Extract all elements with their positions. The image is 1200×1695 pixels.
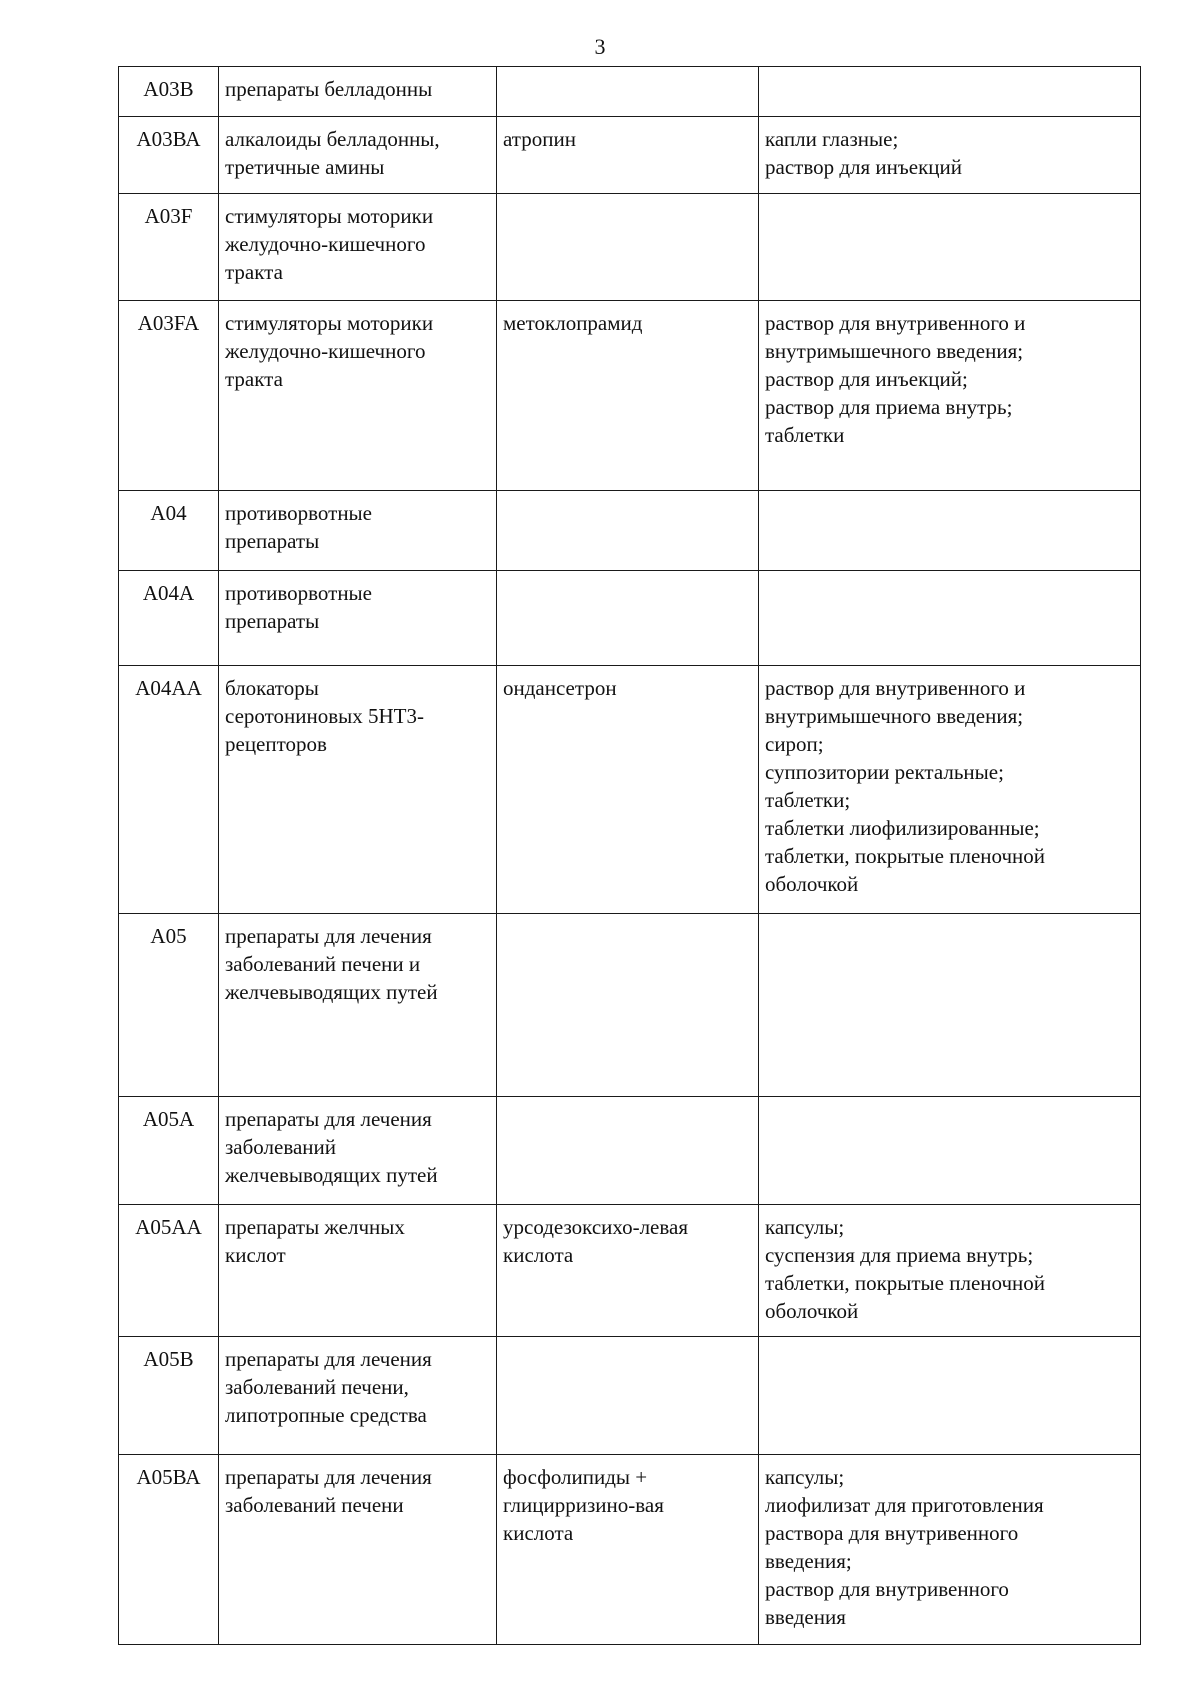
- atc-code-cell: А05АА: [119, 1205, 219, 1337]
- dosage-forms-cell: капсулы; суспензия для приема внутрь; таблетки, покрытые пленочной оболочкой: [759, 1205, 1141, 1337]
- table-row: [119, 194, 1141, 301]
- drug-name-cell: [497, 1097, 759, 1205]
- dosage-forms-cell: капсулы; лиофилизат для приготовления раствора для внутривенного введения; раствор для внутривенного введения: [759, 1455, 1141, 1645]
- dosage-forms-cell: раствор для внутривенного и внутримышечного введения; раствор для инъекций; раствор для приема внутрь; таблетки: [759, 301, 1141, 491]
- atc-code-cell: А05В: [119, 1337, 219, 1455]
- drug-name-cell: [497, 914, 759, 1097]
- dosage-forms-cell: [759, 67, 1141, 117]
- table-row: [119, 1205, 1141, 1337]
- atc-code-cell: A03FA: [119, 301, 219, 491]
- drug-table: [118, 66, 1141, 1645]
- group-name-cell: препараты белладонны: [219, 67, 497, 117]
- atc-code-cell: А05А: [119, 1097, 219, 1205]
- table-row: [119, 666, 1141, 914]
- atc-code-cell: А03В: [119, 67, 219, 117]
- drug-name-cell: [497, 194, 759, 301]
- dosage-forms-cell: [759, 914, 1141, 1097]
- table-row: [119, 571, 1141, 666]
- dosage-forms-cell: [759, 491, 1141, 571]
- table-row: [119, 117, 1141, 194]
- dosage-forms-cell: [759, 571, 1141, 666]
- atc-code-cell: А05ВА: [119, 1455, 219, 1645]
- table-row: [119, 914, 1141, 1097]
- table-row: [119, 491, 1141, 571]
- atc-code-cell: А05: [119, 914, 219, 1097]
- group-name-cell: препараты для лечения заболеваний печени, липотропные средства: [219, 1337, 497, 1455]
- atc-code-cell: А04: [119, 491, 219, 571]
- drug-name-cell: [497, 571, 759, 666]
- page-number: 3: [594, 34, 606, 59]
- atc-code-cell: А04А: [119, 571, 219, 666]
- atc-code-cell: А04АА: [119, 666, 219, 914]
- atc-code-cell: А03ВА: [119, 117, 219, 194]
- drug-name-cell: [497, 1337, 759, 1455]
- group-name-cell: препараты для лечения заболеваний печени и желчевыводящих путей: [219, 914, 497, 1097]
- drug-name-cell: метоклопрамид: [497, 301, 759, 491]
- group-name-cell: противорвотные препараты: [219, 491, 497, 571]
- table-row: [119, 1455, 1141, 1645]
- group-name-cell: препараты желчных кислот: [219, 1205, 497, 1337]
- drug-name-cell: фосфолипиды + глицирризино-вая кислота: [497, 1455, 759, 1645]
- group-name-cell: противорвотные препараты: [219, 571, 497, 666]
- group-name-cell: алкалоиды белладонны, третичные амины: [219, 117, 497, 194]
- dosage-forms-cell: раствор для внутривенного и внутримышечного введения; сироп; суппозитории ректальные; таблетки; таблетки лиофилизированные; таблетки, покрытые пленочной оболочкой: [759, 666, 1141, 914]
- drug-name-cell: ондансетрон: [497, 666, 759, 914]
- dosage-forms-cell: [759, 194, 1141, 301]
- group-name-cell: блокаторы серотониновых 5НТ3- рецепторов: [219, 666, 497, 914]
- table-row: [119, 1337, 1141, 1455]
- group-name-cell: стимуляторы моторики желудочно-кишечного тракта: [219, 301, 497, 491]
- dosage-forms-cell: [759, 1337, 1141, 1455]
- group-name-cell: препараты для лечения заболеваний желчевыводящих путей: [219, 1097, 497, 1205]
- drug-name-cell: [497, 491, 759, 571]
- table-row: [119, 301, 1141, 491]
- dosage-forms-cell: [759, 1097, 1141, 1205]
- table-row: [119, 1097, 1141, 1205]
- group-name-cell: препараты для лечения заболеваний печени: [219, 1455, 497, 1645]
- drug-name-cell: [497, 67, 759, 117]
- atc-code-cell: A03F: [119, 194, 219, 301]
- drug-name-cell: атропин: [497, 117, 759, 194]
- drug-name-cell: урсодезоксихо-левая кислота: [497, 1205, 759, 1337]
- group-name-cell: стимуляторы моторики желудочно-кишечного тракта: [219, 194, 497, 301]
- dosage-forms-cell: капли глазные; раствор для инъекций: [759, 117, 1141, 194]
- table-row: [119, 67, 1141, 117]
